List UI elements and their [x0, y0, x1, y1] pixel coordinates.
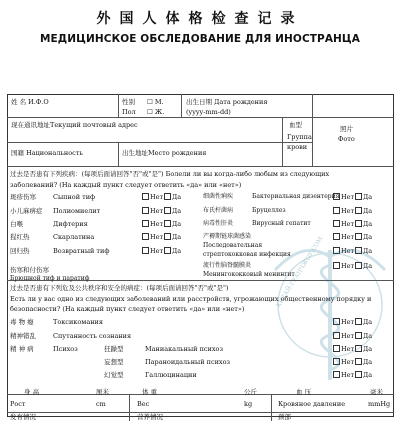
disorder-label-cn: 精神错乱: [10, 332, 36, 340]
disorder-sub-label-ru: Маниакальный психоз: [145, 345, 224, 353]
disease-left-no-checkbox[interactable]: Нет: [142, 247, 163, 255]
bp-label-ru: Кровяное давление: [278, 400, 346, 408]
disorder-yes-checkbox[interactable]: Да: [355, 371, 372, 379]
disease-left-yes-checkbox[interactable]: Да: [164, 247, 181, 255]
bp-label-cn: 血 压: [296, 388, 312, 396]
disease-label-ru: Возвратный тиф: [53, 247, 110, 255]
disease-label-cn: 白喉: [10, 220, 23, 228]
disease-label-cn: 斑疹伤寒: [10, 193, 36, 201]
disease-left-no-checkbox[interactable]: Нет: [142, 233, 163, 241]
disorder-sub-label-cn: 幻觉型: [104, 371, 124, 379]
watermark-text: КИТАЙ-ГУАНЧЖОУ.COM: [275, 235, 325, 309]
caduceus-watermark-icon: [260, 235, 400, 385]
photo-label-ru: Фото: [338, 135, 355, 143]
disease-label-cn: 小儿麻痹症: [10, 207, 43, 215]
dob-label: 出生日期 Дата рождения: [186, 98, 268, 106]
sex-male-checkbox[interactable]: ☐ М.: [147, 98, 164, 106]
disorder-label-cn: 精 神 病: [10, 345, 34, 353]
nutrition-label: 营养情况: [137, 413, 163, 421]
development-label: 发育情况: [10, 413, 36, 421]
dob-format: (yyyy-mm-dd): [186, 108, 231, 116]
disorder-label-ru: Психоз: [53, 345, 78, 353]
disorder-yes-checkbox[interactable]: Да: [355, 358, 372, 366]
disorder-yes-checkbox[interactable]: Да: [355, 332, 372, 340]
height-label-ru: Рост: [10, 400, 26, 408]
disease-label-ru: Полиомиелит: [53, 207, 101, 215]
disease-right-no-checkbox[interactable]: Нет: [333, 220, 354, 228]
disease-right-yes-checkbox[interactable]: Да: [355, 193, 372, 201]
disorder-yes-checkbox[interactable]: Да: [355, 345, 372, 353]
height-label-cn: 身 高: [24, 388, 40, 396]
blood-label-cn: 血型: [289, 121, 302, 129]
disease-label-ru: Скарлатина: [53, 233, 95, 241]
disorder-sub-label-cn: 妄想型: [104, 358, 124, 366]
disease-right-no-checkbox[interactable]: Нет: [333, 247, 354, 255]
bp-unit: mmHg: [368, 400, 391, 408]
disease-label-ru: Дифтерия: [53, 220, 88, 228]
photo-label-cn: 照片: [340, 125, 353, 133]
typhoid-label-cn: 伤寒和付伤寒: [10, 266, 49, 274]
disease-left-no-checkbox[interactable]: Нет: [142, 193, 163, 201]
disease-right-yes-checkbox[interactable]: Да: [355, 233, 372, 241]
disease-label-cn: 回归热: [10, 247, 30, 255]
weight-unit: kg: [244, 400, 253, 408]
sex-label-ru: Пол: [122, 108, 136, 116]
blood-label-ru2: крови: [287, 143, 308, 151]
blood-label-ru1: Группа: [287, 133, 312, 141]
disease-left-yes-checkbox[interactable]: Да: [164, 193, 181, 201]
disease-right-yes-checkbox[interactable]: Да: [355, 220, 372, 228]
weight-label-ru: Вес: [137, 400, 150, 408]
disorder-no-checkbox[interactable]: Нет: [333, 318, 354, 326]
disease-right-label-cn: стрептококковая инфекция: [203, 251, 291, 258]
sex-female-checkbox[interactable]: ☐ Ж.: [147, 108, 165, 116]
disorder-no-checkbox[interactable]: Нет: [333, 358, 354, 366]
neck-label: 颈部: [278, 413, 291, 421]
disorder-no-checkbox[interactable]: Нет: [333, 345, 354, 353]
name-label: 姓 名 И.Ф.О: [11, 98, 49, 106]
disease-left-yes-checkbox[interactable]: Да: [164, 207, 181, 215]
typhoid-label-ru: Брюшной тиф и паратиф: [10, 275, 90, 282]
disorders-question-line1: 过去是否患有下列危及公共秩序和安全的病症：(每项后面请回答"否"或"是"): [10, 284, 229, 292]
nationality-label: 国籍 Национальность: [11, 149, 83, 157]
disease-right-label-cn: Последовательная: [203, 242, 263, 249]
disorder-no-checkbox[interactable]: Нет: [333, 332, 354, 340]
disease-right-label-ru: Бактериальная дизентерия: [252, 193, 340, 200]
bp-unit-cn: 毫米: [370, 388, 383, 396]
disease-right-no-checkbox[interactable]: Нет: [333, 207, 354, 215]
disease-right-label-cn: 病毒性肝炎: [203, 220, 234, 227]
disease-label-ru: Сыпной тиф: [53, 193, 96, 201]
disease-label-cn: 猩红热: [10, 233, 30, 241]
disease-right-label-cn: 流行性脑脊髓膜炎: [203, 262, 252, 269]
disease-right-label-cn: 布氏杆菌病: [203, 207, 234, 214]
diseases-question-line2: заболеваний? (На каждый пункт следует ответить «да» или «нет»): [10, 181, 242, 189]
sex-label-cn: 性别: [122, 98, 135, 106]
disease-right-label-ru: Бруцеллез: [252, 207, 286, 214]
disease-left-no-checkbox[interactable]: Нет: [142, 207, 163, 215]
disease-right-yes-checkbox[interactable]: Да: [355, 247, 372, 255]
form-title-cn: 外国人体格检查记录: [96, 11, 304, 27]
diseases-question-line1: 过去是否患有下列疾病：(每项后面请回答"否"或"是") Болели ли вы когда-либо любым из следующих: [10, 170, 330, 178]
height-unit-cn: 厘米: [96, 388, 109, 396]
disease-right-label-cn: Менингококковый менингит: [203, 271, 295, 278]
disorder-sub-label-cn: 狂躁型: [104, 345, 124, 353]
disorder-no-checkbox[interactable]: Нет: [333, 371, 354, 379]
disease-left-no-checkbox[interactable]: Нет: [142, 220, 163, 228]
disorder-label-cn: 毒 物 瘾: [10, 318, 34, 326]
disease-left-yes-checkbox[interactable]: Да: [164, 220, 181, 228]
disorders-question-line3: безопасности? (На каждый пункт следует ответить «да» или «нет»): [10, 305, 245, 313]
disease-right-yes-checkbox[interactable]: Да: [355, 262, 372, 270]
disease-left-yes-checkbox[interactable]: Да: [164, 233, 181, 241]
disorder-label-ru: Спутанность сознания: [53, 332, 132, 340]
disease-right-no-checkbox[interactable]: Нет: [333, 233, 354, 241]
address-label: 现在通讯地址Текущий почтовый адрес: [11, 121, 138, 129]
form-title-ru: МЕДИЦИНСКОЕ ОБСЛЕДОВАНИЕ ДЛЯ ИНОСТРАНЦА: [39, 33, 361, 45]
birthplace-label: 出生地址Место рождения: [122, 149, 207, 157]
disorder-sub-label-ru: Параноидальный психоз: [145, 358, 231, 366]
disorder-sub-label-ru: Галлюцинации: [145, 371, 197, 379]
weight-unit-cn: 公斤: [244, 388, 257, 396]
disease-right-yes-checkbox[interactable]: Да: [355, 207, 372, 215]
disease-right-label-cn: 产褥期链球菌感染: [203, 233, 252, 240]
disease-right-no-checkbox[interactable]: Нет: [333, 193, 354, 201]
disorders-question-line2: Есть ли у вас одно из следующих заболеваний или расстройств, угрожающих общественному порядку и: [10, 295, 372, 303]
weight-label-cn: 体 重: [142, 388, 158, 396]
disease-right-no-checkbox[interactable]: Нет: [333, 262, 354, 270]
disorder-yes-checkbox[interactable]: Да: [355, 318, 372, 326]
disease-right-label-ru: Вирусный гепатит: [252, 220, 311, 227]
disease-right-label-cn: 细菌性痢疾: [203, 193, 234, 200]
height-unit: cm: [96, 400, 106, 408]
disorder-label-ru: Токсикомания: [53, 318, 103, 326]
